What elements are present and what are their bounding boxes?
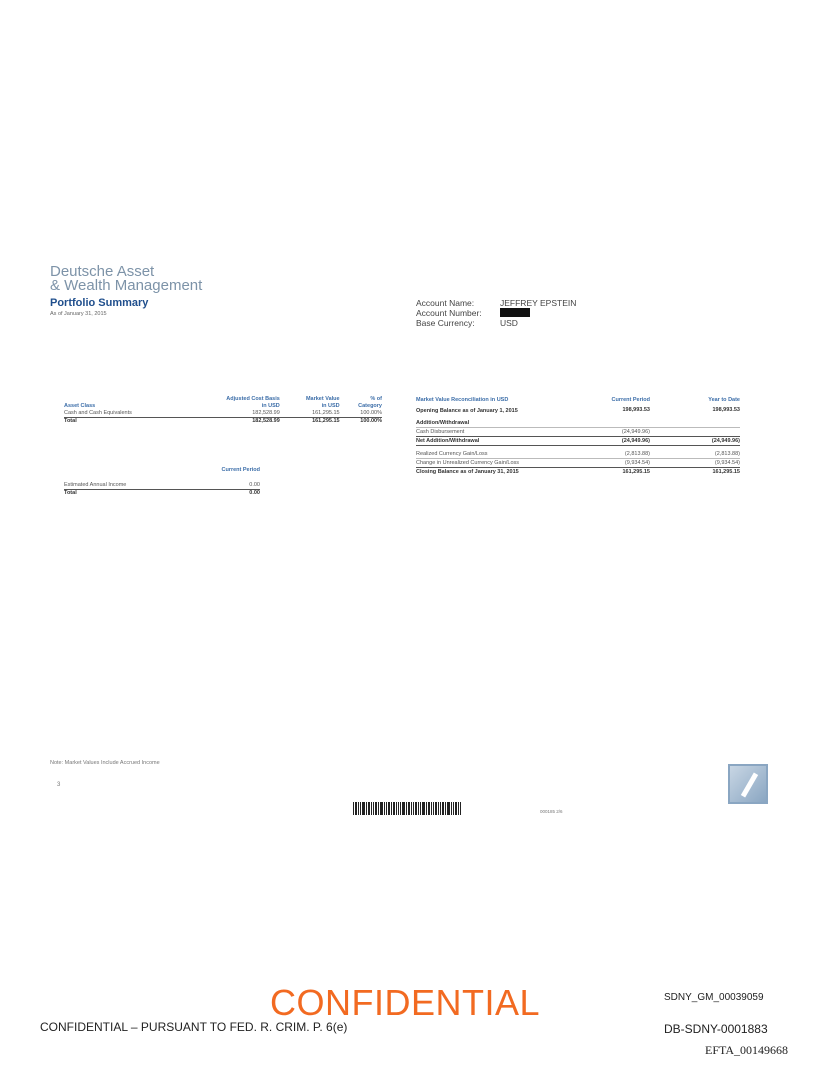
opening-row: Opening Balance as of January 1, 2015 198,993.53 198,993.53 bbox=[416, 406, 740, 414]
section-label: Addition/Withdrawal bbox=[416, 419, 740, 428]
bates-number-db: DB-SDNY-0001883 bbox=[664, 1022, 768, 1036]
table-row: Cash Disbursement (24,949.96) bbox=[416, 428, 740, 437]
base-currency-label: Base Currency: bbox=[416, 318, 475, 328]
as-of-date: As of January 31, 2015 bbox=[50, 311, 107, 317]
account-name-value: JEFFREY EPSTEIN bbox=[500, 298, 577, 308]
col-current-period: Current Period bbox=[221, 467, 260, 473]
account-info bbox=[416, 298, 576, 328]
redaction-box bbox=[500, 308, 530, 317]
base-currency-value: USD bbox=[500, 318, 518, 328]
col-asset-class: Asset Class bbox=[64, 403, 96, 409]
barcode bbox=[353, 802, 473, 815]
col-cost-basis: Adjusted Cost Basis in USD bbox=[226, 396, 280, 409]
page-title: Portfolio Summary bbox=[50, 297, 149, 309]
account-name-label: Account Name: bbox=[416, 298, 475, 308]
total-row: Total 182,528.99 161,295.15 100.00% bbox=[64, 418, 382, 424]
confidential-stamp: CONFIDENTIAL bbox=[270, 982, 541, 1023]
deutsche-bank-logo-icon bbox=[728, 764, 768, 804]
logo-line-2: & Wealth Management bbox=[50, 277, 203, 294]
table-row: Estimated Annual Income 0.00 bbox=[64, 482, 260, 488]
table-row: Realized Currency Gain/Loss (2,813.88) (2,813.88) bbox=[416, 451, 740, 457]
page-number: 3 bbox=[57, 782, 61, 788]
col-year-to-date: Year to Date bbox=[708, 397, 740, 403]
document-code: 000185 2/6 bbox=[540, 809, 563, 814]
closing-row: Closing Balance as of January 31, 2015 161,295.15 161,295.15 bbox=[416, 469, 740, 475]
logo-line-1: Deutsche Asset bbox=[50, 263, 155, 280]
table-row: Change in Unrealized Currency Gain/Loss (9,934.54) (9,934.54) bbox=[416, 460, 740, 466]
asset-class-table bbox=[64, 396, 382, 425]
reconciliation-table bbox=[416, 396, 740, 476]
confidential-notice: CONFIDENTIAL – PURSUANT TO FED. R. CRIM. P. 6(e) bbox=[40, 1020, 348, 1034]
footnote: Note: Market Values Include Accrued Income bbox=[50, 760, 160, 766]
income-table bbox=[64, 467, 260, 497]
col-percent-category: % of Category bbox=[358, 396, 382, 409]
table-row: Cash and Cash Equivalents 182,528.99 161,295.15 100.00% bbox=[64, 410, 382, 416]
col-market-value: Market Value in USD bbox=[305, 396, 340, 409]
account-number-label: Account Number: bbox=[416, 308, 482, 318]
bates-number-efta: EFTA_00149668 bbox=[705, 1043, 789, 1057]
net-row: Net Addition/Withdrawal (24,949.96) (24,949.96) bbox=[416, 438, 740, 444]
bates-number-gm: SDNY_GM_00039059 bbox=[664, 992, 764, 1003]
col-current-period: Current Period bbox=[611, 397, 650, 403]
total-row: Total 0.00 bbox=[64, 490, 260, 496]
company-logo-text bbox=[50, 265, 202, 293]
col-reconciliation: Market Value Reconciliation in USD bbox=[416, 397, 509, 403]
